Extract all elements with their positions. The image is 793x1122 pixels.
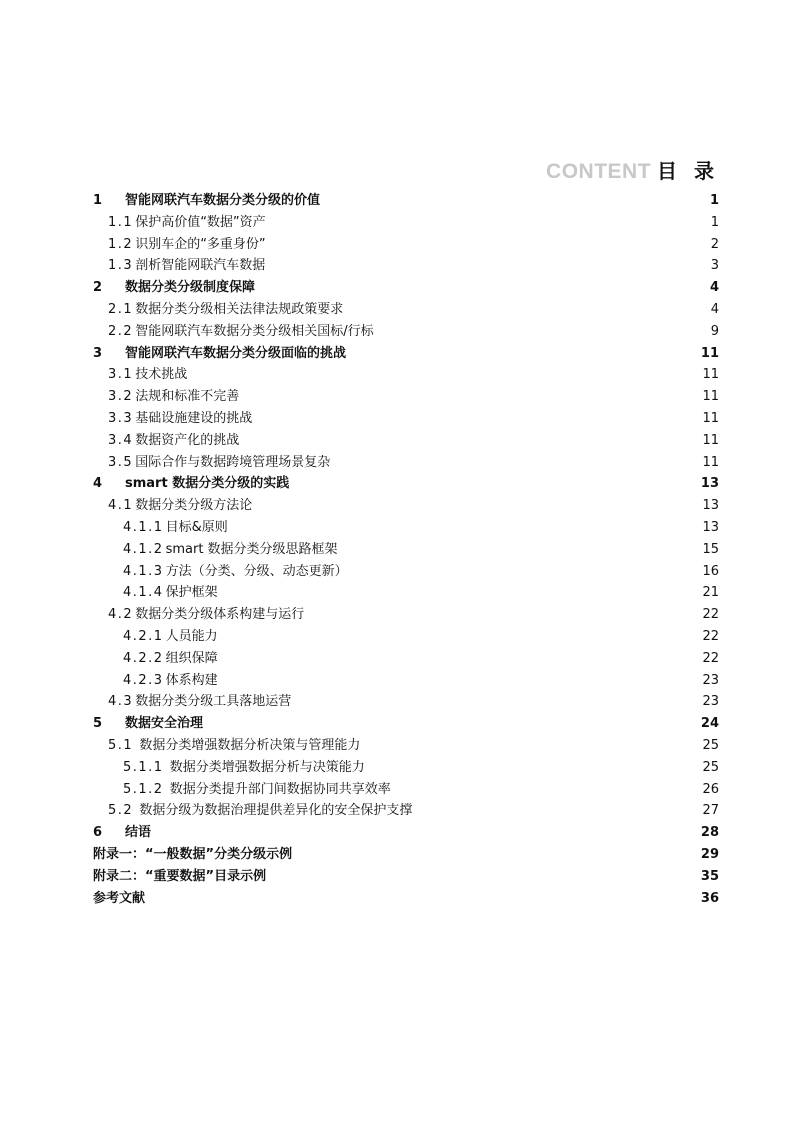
toc-entry[interactable] bbox=[93, 648, 719, 670]
toc-entry-label bbox=[123, 757, 365, 779]
toc-entry[interactable] bbox=[93, 299, 719, 321]
toc-entry-number: 4.1.3 bbox=[123, 563, 164, 579]
toc-entry-page: 27 bbox=[702, 803, 719, 819]
toc-entry-page: 1 bbox=[709, 193, 719, 208]
toc-entry-text: 数据分类分级工具落地运营 bbox=[135, 694, 292, 710]
toc-entry-label bbox=[108, 212, 266, 234]
toc-entry[interactable] bbox=[93, 888, 719, 910]
toc-entry-label bbox=[123, 626, 218, 648]
toc-entry[interactable] bbox=[93, 517, 719, 539]
toc-entry-label bbox=[108, 691, 291, 713]
toc-entry[interactable] bbox=[93, 364, 719, 386]
toc-entry[interactable] bbox=[93, 735, 719, 757]
toc-entry-number: 4.2 bbox=[108, 607, 134, 623]
toc-entry-page: 11 bbox=[702, 410, 719, 426]
toc-entry-number: 5.1 bbox=[108, 737, 134, 753]
toc-entry-page: 22 bbox=[702, 607, 719, 623]
toc-entry[interactable] bbox=[93, 670, 719, 692]
toc-entry-number: 1.2 bbox=[108, 236, 134, 252]
toc-entry-label bbox=[108, 408, 252, 430]
toc-entry-text: 国际合作与数据跨境管理场景复杂 bbox=[135, 454, 331, 470]
toc-entry-label bbox=[123, 670, 218, 692]
toc-entry-text: 数据分类分级制度保障 bbox=[125, 280, 256, 296]
toc-entry-number: 3.2 bbox=[108, 389, 134, 405]
toc-entry-label bbox=[93, 343, 346, 365]
toc-entry[interactable] bbox=[93, 321, 719, 343]
toc-entry-page: 25 bbox=[702, 737, 719, 753]
toc-entry-label bbox=[93, 888, 145, 910]
toc-entry-text: 保护框架 bbox=[165, 585, 218, 601]
toc-entry-number: 3.3 bbox=[108, 410, 134, 426]
toc-entry-number: 4.1 bbox=[108, 498, 134, 514]
toc-entry-text: 组织保障 bbox=[165, 650, 218, 666]
toc-entry-page: 23 bbox=[702, 672, 719, 688]
toc-entry-label bbox=[93, 190, 320, 212]
toc-entry-number: 4 bbox=[93, 476, 103, 492]
toc-title-en: CONTENT bbox=[546, 160, 652, 183]
toc-entry-page: 16 bbox=[702, 563, 719, 579]
toc-entry-text: 结语 bbox=[125, 825, 152, 841]
toc-entry-text: 技术挑战 bbox=[135, 367, 188, 383]
toc-entry-page: 4 bbox=[709, 280, 719, 296]
toc-entry-text: 目标&原则 bbox=[165, 519, 228, 535]
toc-entry-page: 1 bbox=[710, 214, 719, 230]
toc-entry-text: 智能网联汽车数据分类分级面临的挑战 bbox=[125, 345, 347, 361]
toc-entry-number: 4.1.2 bbox=[123, 541, 164, 557]
toc-entry-page: 13 bbox=[702, 519, 719, 535]
toc-entry[interactable] bbox=[93, 757, 719, 779]
toc-entry-number: 6 bbox=[93, 825, 103, 841]
toc-entry-number: 4.1.4 bbox=[123, 585, 164, 601]
toc-entry[interactable] bbox=[93, 844, 719, 866]
toc-entry-label bbox=[108, 735, 360, 757]
toc-entry-page: 24 bbox=[700, 716, 719, 732]
toc-entry-page: 3 bbox=[710, 258, 719, 274]
toc-entry-number: 5.2 bbox=[108, 803, 134, 819]
toc-entry-number: 3.1 bbox=[108, 367, 134, 383]
toc-title-cn: 目 录 bbox=[657, 159, 719, 183]
toc-entry-page: 25 bbox=[702, 759, 719, 775]
toc-entry[interactable] bbox=[93, 386, 719, 408]
toc-entry[interactable] bbox=[93, 473, 719, 495]
toc-entry-text: 附录一：“一般数据”分类分级示例 bbox=[93, 846, 293, 862]
toc-entry-text: 人员能力 bbox=[165, 628, 218, 644]
toc-entry-label bbox=[108, 604, 304, 626]
toc-entry-page: 26 bbox=[702, 781, 719, 797]
toc-entry-page: 13 bbox=[702, 498, 719, 514]
toc-entry-label bbox=[108, 364, 187, 386]
toc-entry-label bbox=[108, 255, 265, 277]
toc-entry-number: 1.1 bbox=[108, 214, 134, 230]
toc-entry-number: 2.2 bbox=[108, 323, 134, 339]
toc-entry-label bbox=[93, 866, 266, 888]
toc-entry-text: smart 数据分类分级思路框架 bbox=[165, 541, 338, 557]
toc-entry-page: 28 bbox=[700, 825, 719, 841]
toc-entry-number: 1 bbox=[93, 193, 103, 208]
toc-entry-text: 数据分类提升部门间数据协同共享效率 bbox=[165, 781, 391, 797]
toc-entry-label bbox=[108, 430, 239, 452]
toc-entry-number: 4.1.1 bbox=[123, 519, 164, 535]
toc-entry-text: 智能网联汽车数据分类分级相关国标/行标 bbox=[135, 323, 374, 339]
toc-entry-page: 11 bbox=[702, 432, 719, 448]
toc-entry-page: 35 bbox=[700, 868, 719, 884]
toc-entry-label bbox=[123, 779, 391, 801]
toc-entry-text: 保护高价值“数据”资产 bbox=[135, 214, 266, 230]
toc-entry-number: 5 bbox=[93, 716, 103, 732]
toc-entry-label bbox=[123, 539, 338, 561]
toc-entry-text: 数据安全治理 bbox=[125, 716, 204, 732]
toc-entry-number: 2 bbox=[93, 280, 103, 296]
toc-entry-label bbox=[108, 495, 252, 517]
toc-entry[interactable] bbox=[93, 495, 719, 517]
toc-entry-number: 3 bbox=[93, 345, 103, 361]
toc-entry-page: 9 bbox=[710, 323, 719, 339]
toc-entry-text: 数据分类分级相关法律法规政策要求 bbox=[135, 301, 344, 317]
toc-entry-label bbox=[93, 822, 151, 844]
toc-entry-page: 23 bbox=[702, 694, 719, 710]
toc-entry[interactable] bbox=[93, 582, 719, 604]
toc-entry-page: 4 bbox=[710, 301, 719, 317]
toc-entry[interactable] bbox=[93, 713, 719, 735]
toc-entry-label bbox=[123, 561, 348, 583]
toc-entry[interactable] bbox=[93, 255, 719, 277]
toc-entry-label bbox=[108, 386, 239, 408]
toc-entry[interactable] bbox=[93, 430, 719, 452]
toc-entry-text: 数据分级为数据治理提供差异化的安全保护支撑 bbox=[135, 803, 413, 819]
toc-entry-label bbox=[108, 800, 412, 822]
toc-entry-label bbox=[108, 452, 330, 474]
toc-entry-text: 数据分类分级体系构建与运行 bbox=[135, 607, 305, 623]
toc-entry[interactable] bbox=[93, 691, 719, 713]
toc-entry-page: 29 bbox=[700, 846, 719, 862]
toc-entry-number: 5.1.2 bbox=[123, 781, 164, 797]
toc-entry-label bbox=[123, 582, 218, 604]
toc-entry[interactable] bbox=[93, 604, 719, 626]
toc-entry-label bbox=[93, 844, 292, 866]
toc-entry-label bbox=[123, 648, 218, 670]
toc-entry[interactable] bbox=[93, 190, 719, 212]
toc-entry-page: 15 bbox=[702, 541, 719, 557]
toc-entry[interactable] bbox=[93, 408, 719, 430]
toc-entry-text: 数据分类增强数据分析与决策能力 bbox=[165, 759, 365, 775]
toc-entry[interactable] bbox=[93, 212, 719, 234]
toc-entry-text: 附录二：“重要数据”目录示例 bbox=[93, 868, 267, 884]
toc-entry-number: 4.2.1 bbox=[123, 628, 164, 644]
toc-entry[interactable] bbox=[93, 822, 719, 844]
toc-entry-page: 36 bbox=[700, 890, 719, 906]
toc-entry-label bbox=[108, 234, 266, 256]
toc-entry[interactable] bbox=[93, 234, 719, 256]
toc-entry[interactable] bbox=[93, 800, 719, 822]
toc-entry-page: 11 bbox=[702, 367, 719, 383]
toc-entry-text: 识别车企的“多重身份” bbox=[135, 236, 266, 252]
toc-entry-number: 4.2.2 bbox=[123, 650, 164, 666]
toc-entry-text: 法规和标准不完善 bbox=[135, 389, 240, 405]
toc-entry[interactable] bbox=[93, 452, 719, 474]
toc-entry-text: 数据分类增强数据分析决策与管理能力 bbox=[135, 737, 361, 753]
toc-entry[interactable] bbox=[93, 866, 719, 888]
toc-entry-page: 11 bbox=[702, 454, 719, 470]
toc-entry-page: 21 bbox=[702, 585, 719, 601]
toc-entry-number: 2.1 bbox=[108, 301, 134, 317]
toc-entry-text: 方法（分类、分级、动态更新） bbox=[165, 563, 348, 579]
toc-entry-page: 11 bbox=[702, 389, 719, 405]
toc-entry[interactable] bbox=[93, 626, 719, 648]
toc-entry[interactable] bbox=[93, 277, 719, 299]
toc-entry-text: 体系构建 bbox=[165, 672, 218, 688]
toc-entry-number: 5.1.1 bbox=[123, 759, 164, 775]
toc-entry-label bbox=[123, 517, 228, 539]
toc-entry-page: 2 bbox=[710, 236, 719, 252]
toc-entry-number: 3.5 bbox=[108, 454, 134, 470]
table-of-contents bbox=[93, 190, 719, 909]
toc-entry-text: smart 数据分类分级的实践 bbox=[125, 476, 290, 492]
toc-entry[interactable] bbox=[93, 561, 719, 583]
toc-entry-page: 22 bbox=[702, 628, 719, 644]
toc-entry-number: 4.3 bbox=[108, 694, 134, 710]
toc-entry-number: 3.4 bbox=[108, 432, 134, 448]
toc-entry-text: 数据分类分级方法论 bbox=[135, 498, 253, 514]
toc-entry-page: 13 bbox=[700, 476, 719, 492]
toc-entry-label bbox=[93, 713, 203, 735]
toc-entry[interactable] bbox=[93, 343, 719, 365]
toc-entry-label bbox=[93, 277, 255, 299]
toc-entry-label bbox=[93, 473, 289, 495]
toc-entry-page: 22 bbox=[702, 650, 719, 666]
toc-entry-number: 4.2.3 bbox=[123, 672, 164, 688]
toc-entry-text: 剖析智能网联汽车数据 bbox=[135, 258, 266, 274]
toc-entry-text: 数据资产化的挑战 bbox=[135, 432, 240, 448]
toc-title bbox=[546, 155, 719, 184]
toc-entry-text: 基础设施建设的挑战 bbox=[135, 410, 253, 426]
toc-entry-number: 1.3 bbox=[108, 258, 134, 274]
toc-entry-label bbox=[108, 299, 343, 321]
toc-entry-label bbox=[108, 321, 374, 343]
toc-entry-text: 智能网联汽车数据分类分级的价值 bbox=[125, 193, 321, 208]
toc-entry-page: 11 bbox=[700, 345, 719, 361]
toc-entry[interactable] bbox=[93, 779, 719, 801]
toc-entry-text: 参考文献 bbox=[93, 890, 146, 906]
toc-entry[interactable] bbox=[93, 539, 719, 561]
